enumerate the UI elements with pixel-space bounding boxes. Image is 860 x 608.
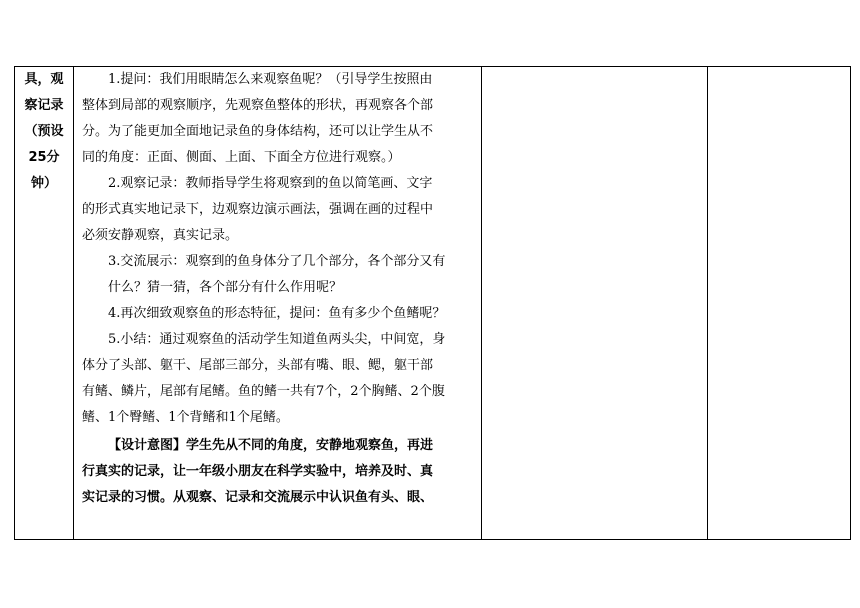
step-2-continued	[82, 197, 475, 249]
text-line: 4.再次细致观察鱼的形态特征，提问：鱼有多少个鱼鳍呢？	[108, 306, 446, 321]
design-intent-continued	[82, 459, 475, 511]
lesson-plan-table	[14, 66, 851, 540]
text-line: 实记录的习惯。从观察、记录和交流展示中认识鱼有头、眼、	[82, 490, 434, 505]
text-line: 什么？猜一猜，各个部分有什么作用呢？	[108, 280, 343, 295]
stage-label-line: 钟）	[30, 176, 57, 191]
teaching-process-content	[74, 67, 481, 511]
text-line: 1.提问：我们用眼睛怎么来观察鱼呢？（引导学生按照由	[108, 72, 433, 87]
design-intent	[82, 433, 475, 459]
stage-label-line: 具，观	[24, 72, 64, 87]
stage-label-line: 察记录	[24, 98, 64, 113]
text-line: 【设计意图】学生先从不同的角度，安静地观察鱼，再进	[108, 438, 434, 453]
table-row	[15, 67, 851, 540]
text-line: 体分了头部、躯干、尾部三部分，头部有嘴、眼、鳃，躯干部	[82, 358, 434, 373]
text-line: 5.小结：通过观察鱼的活动学生知道鱼两头尖，中间宽，身	[108, 332, 446, 347]
stage-label	[15, 67, 73, 197]
step-4	[82, 301, 475, 327]
step-1-continued	[82, 93, 475, 171]
text-line: 必须安静观察，真实记录。	[82, 228, 239, 243]
text-line: 有鳍、鳞片，尾部有尾鳍。鱼的鳍一共有7个，2个胸鳍、2个腹	[82, 384, 445, 399]
stage-cell	[15, 67, 74, 540]
text-line: 的形式真实地记录下，边观察边演示画法，强调在画的过程中	[82, 202, 434, 217]
text-line: 行真实的记录，让一年级小朋友在科学实验中，培养及时、真	[82, 464, 434, 479]
step-5-continued	[82, 353, 475, 431]
step-3	[82, 249, 475, 301]
text-line: 2.观察记录：教师指导学生将观察到的鱼以简笔画、文字	[108, 176, 433, 191]
text-line: 分。为了能更加全面地记录鱼的身体结构，还可以让学生从不	[82, 124, 434, 139]
student-activity-cell	[482, 67, 708, 540]
text-line: 整体到局部的观察顺序，先观察鱼整体的形状，再观察各个部	[82, 98, 434, 113]
teaching-process-cell	[74, 67, 482, 540]
notes-cell	[708, 67, 851, 540]
stage-label-line: 25分	[28, 150, 60, 165]
text-line: 3.交流展示：观察到的鱼身体分了几个部分，各个部分又有	[108, 254, 446, 269]
step-2	[82, 171, 475, 197]
text-line: 同的角度：正面、侧面、上面、下面全方位进行观察。）	[82, 150, 401, 165]
stage-label-line: （预设	[24, 124, 64, 139]
text-line: 鳍、1个臀鳍、1个背鳍和1个尾鳍。	[82, 410, 289, 425]
step-1	[82, 67, 475, 93]
step-5	[82, 327, 475, 353]
